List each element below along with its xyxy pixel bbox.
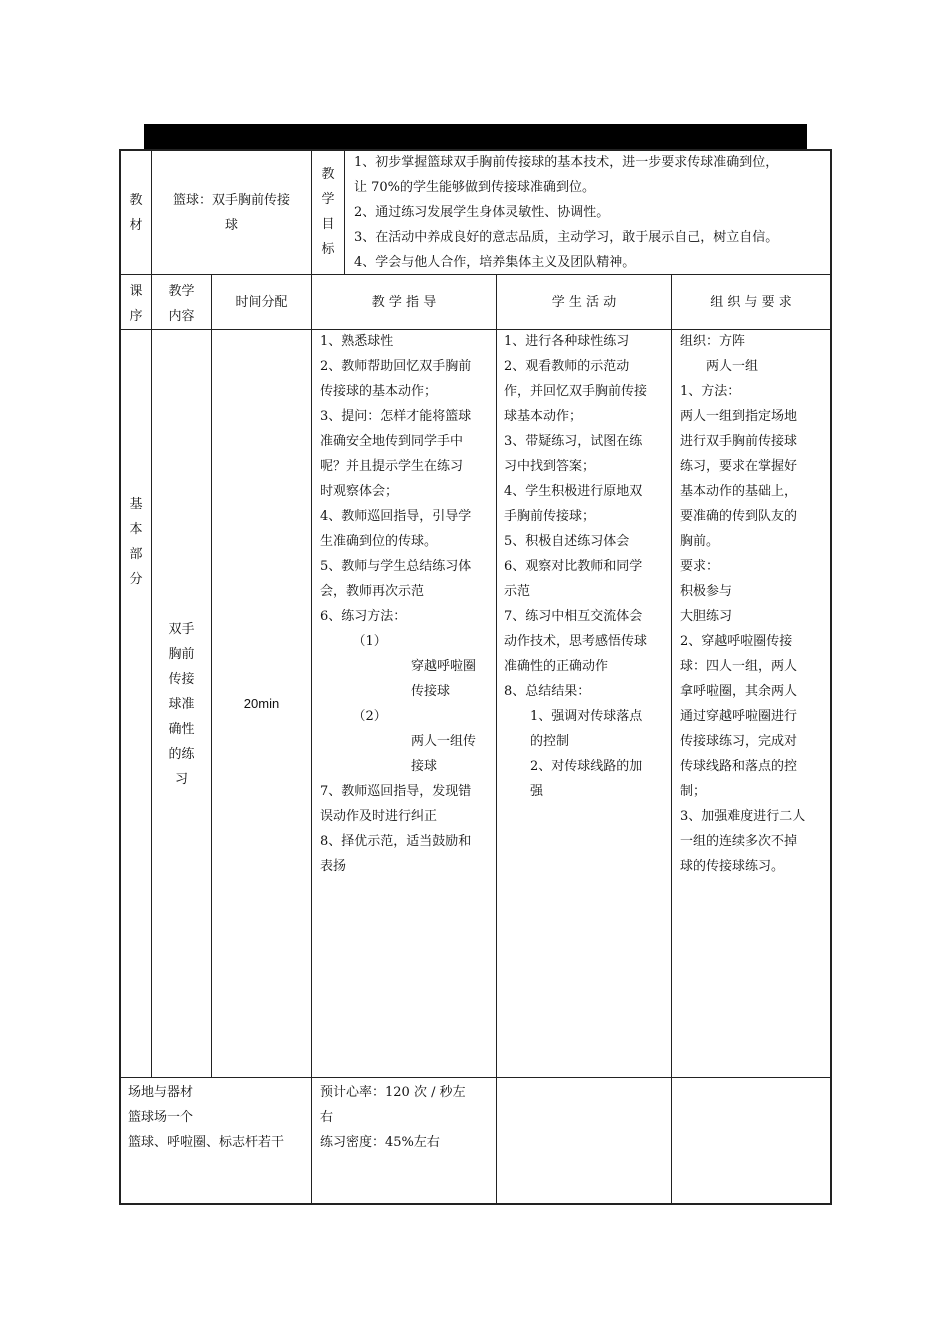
- objective-label: 教 学 目 标: [321, 167, 335, 257]
- organization-column: 组织：方阵 两人一组 1、方法： 两人一组到指定场地 进行双手胸前传接球 练习，要求在掌握好 基本动作的基础上， 要准确的传到队友的 胸前。 要求： 积极参与 大胆练习 2、穿越呼啦圈传接 球：四人一组，两人 拿呼啦圈，其余两人 通过穿越呼啦圈进行 传接球练习，完成对 传球线路和落点的控 制； 3、加强难度进行二人 一组的连续多次不掉 球的传接球练习。: [680, 334, 806, 874]
- column-time: 时间分配: [235, 295, 288, 310]
- basic-part-label: 基 本 部 分: [129, 497, 143, 587]
- material-value: 篮球：双手胸前传接 球: [172, 193, 290, 233]
- title-bar: [144, 124, 807, 149]
- column-guidance: 教 学 指 导: [371, 295, 437, 310]
- column-content: 教学 内容: [168, 284, 195, 324]
- basic-part-content: 双手 胸前 传接 球准 确性 的练 习: [168, 622, 195, 787]
- objectives-list: 1、初步掌握篮球双手胸前传接球的基本技术，进一步要求传球准确到位， 让 70%的学生能够做到传接球准确到位。 2、通过练习发展学生身体灵敏性、协调性。 3、在活动中养成良好的意志品质，主动学习，敢于展示自己，树立自信。 4、学会与他人合作，培养集体主义及团队精神。: [354, 155, 779, 270]
- column-activity: 学 生 活 动: [551, 295, 617, 310]
- column-organization: 组 织 与 要 求: [710, 295, 792, 310]
- equipment-cell: 场地与器材 篮球场一个 篮球、呼啦圈、标志杆若干: [128, 1085, 285, 1150]
- activity-column: 1、进行各种球性练习 2、观看教师的示范动 作，并回忆双手胸前传接 球基本动作； 3、带疑练习，试图在练 习中找到答案； 4、学生积极进行原地双 手胸前传接球； 5、积极自述练习体会 6、观察对比教师和同学 示范 7、练习中相互交流体会 动作技术，思考感悟传球 准确性的正确动作 8、总结结果： 1、强调对传球落点 的控制 2、对传球线路的加 强: [504, 334, 648, 799]
- guidance-column: 1、熟悉球性 2、教师帮助回忆双手胸前 传接球的基本动作； 3、提问：怎样才能将篮球 准确安全地传到同学手中 呢？并且提示学生在练习 时观察体会； 4、教师巡回指导，引导学 生准确到位的传球。 5、教师与学生总结练习体 会，教师再次示范 6、练习方法： （1） 穿越呼啦圈 传接球 （2） 两人一组传 接球 7、教师巡回指导，发现错 误动作及时进行纠正 8、择优示范，适当鼓励和 表扬: [320, 334, 477, 874]
- load-cell: 预计心率：120 次 / 秒左 右 练习密度：45%左右: [320, 1085, 466, 1150]
- basic-part-time: 20min: [243, 696, 280, 711]
- column-course-order: 课 序: [129, 284, 143, 324]
- material-label: 教 材: [129, 193, 143, 233]
